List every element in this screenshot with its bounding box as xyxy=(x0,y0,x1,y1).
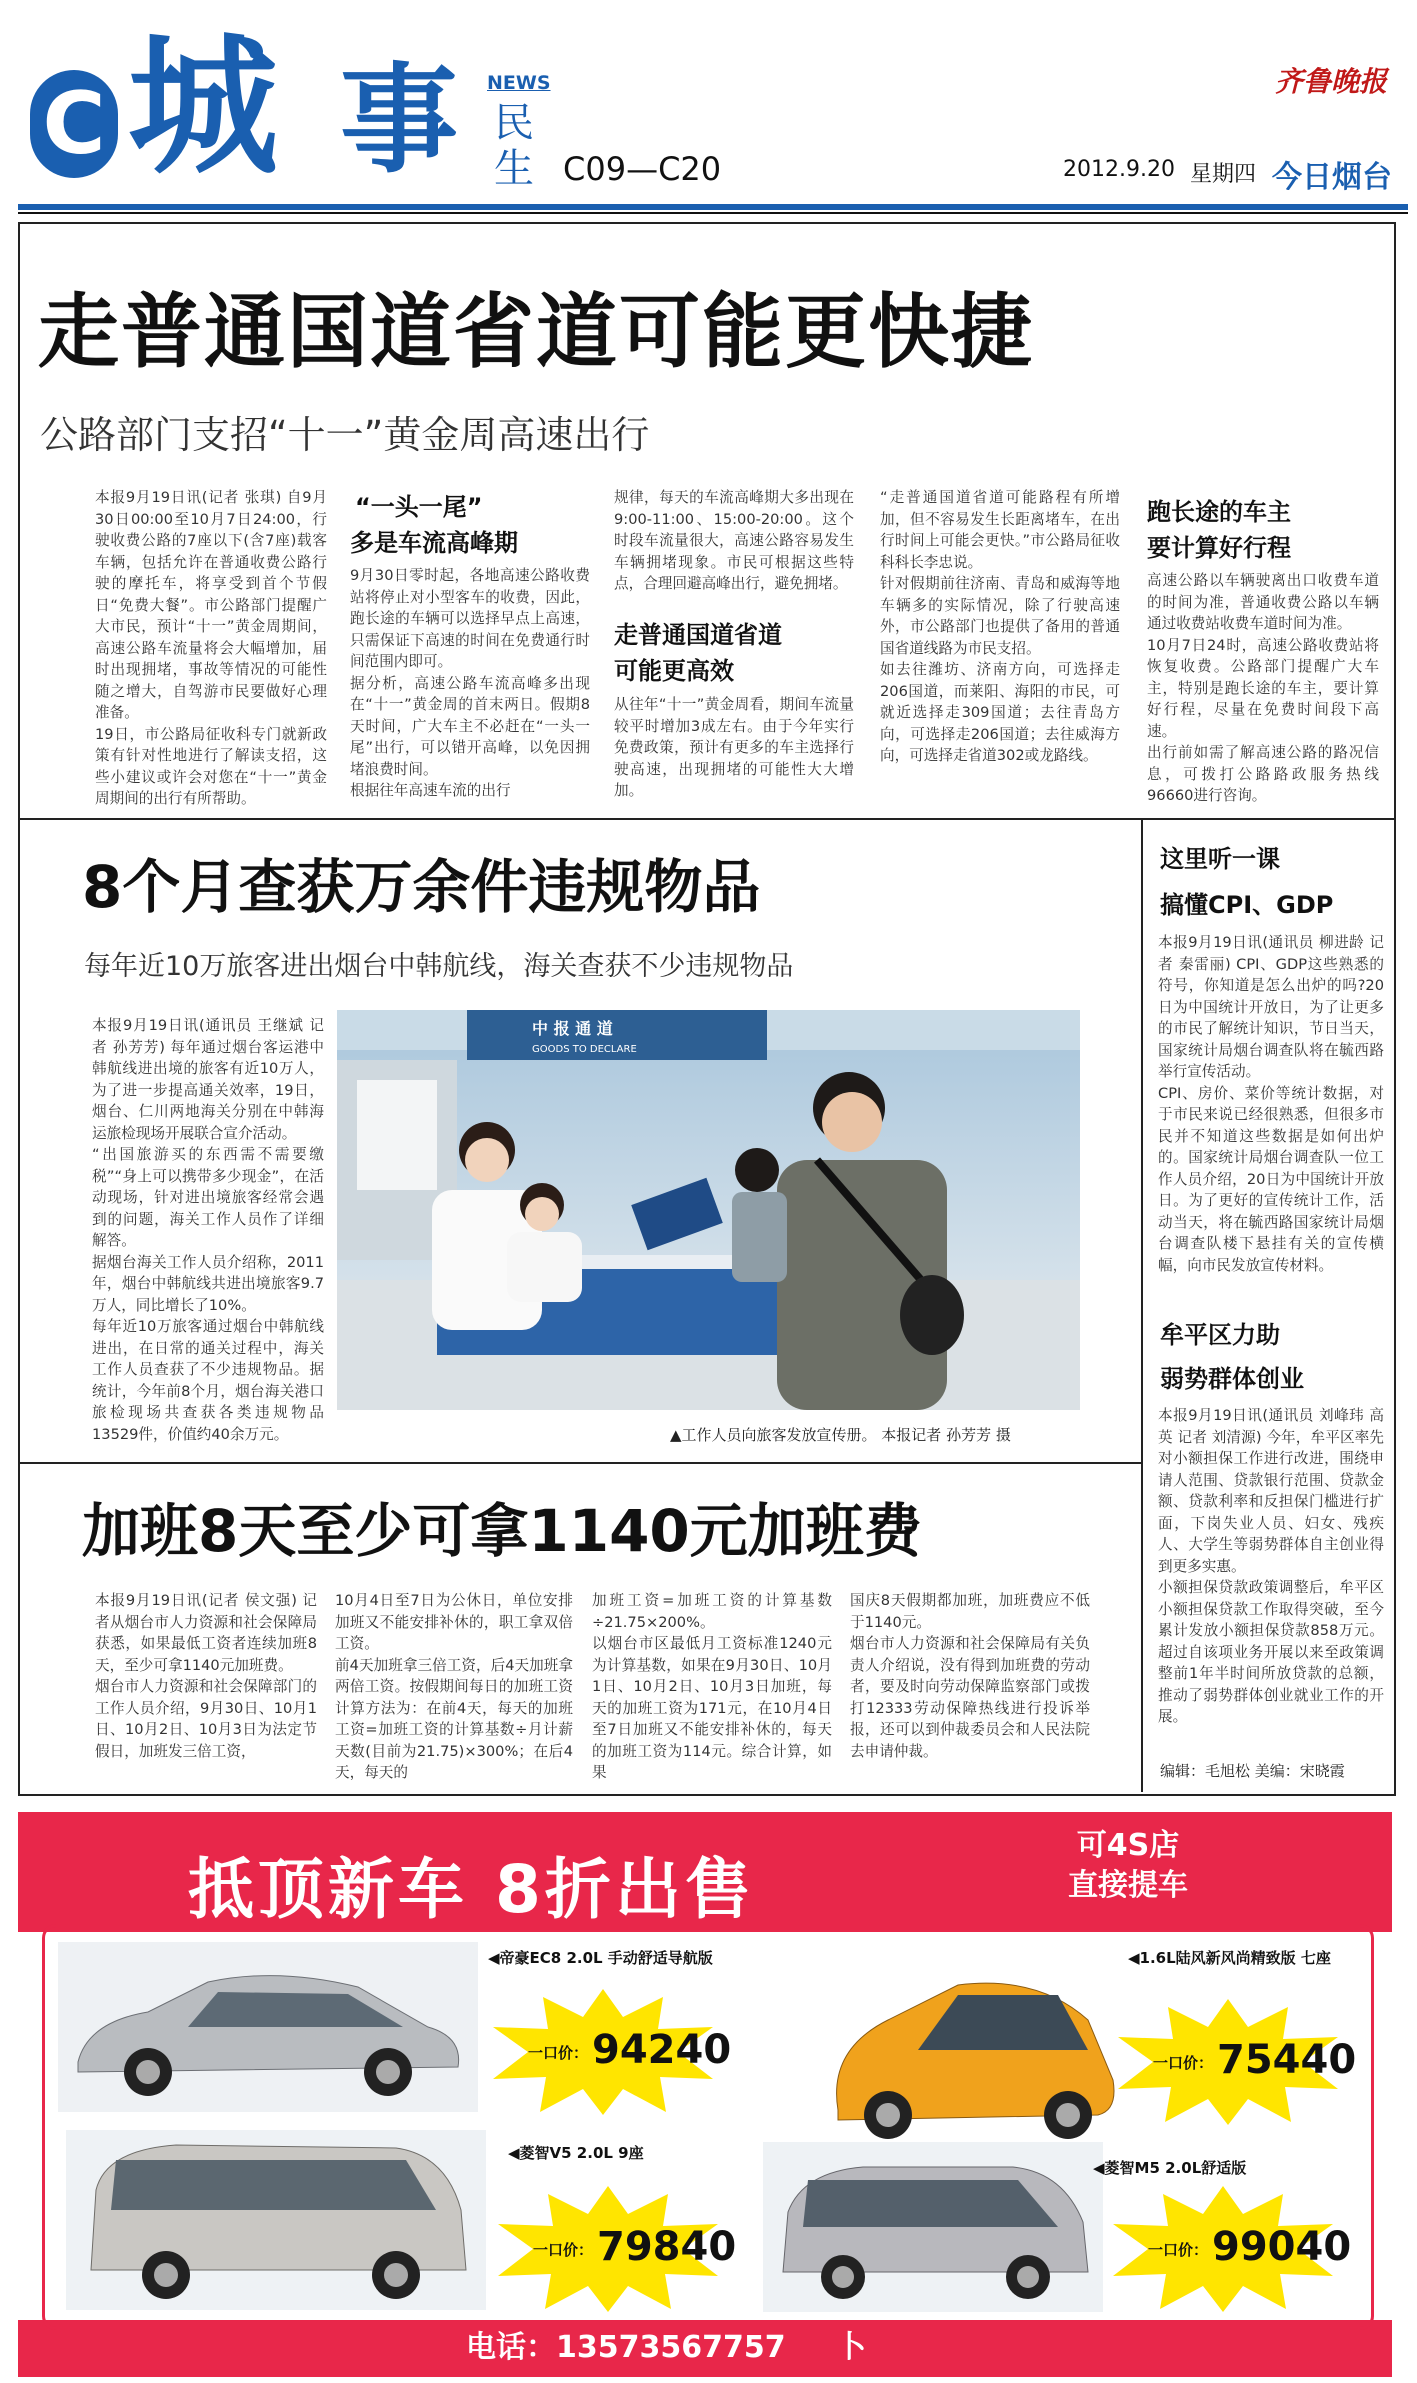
story3-column-3: 加班工资=加班工资的计算基数÷21.75×200%。 以烟台市区最低月工资标准1240元为计算基数，如果在9月30日、10月1日、10月2日、10月3日加班，每天的加班工资为171元，在10月4日至7日加班又不能安排补休的，每天的加班工资为114元。综合计算，如果 xyxy=(592,1592,832,1780)
car-2-price-burst xyxy=(1113,1997,1357,2127)
story1-subhead-2: 走普通国道省道 xyxy=(614,621,782,649)
story3-column-4: 国庆8天假期都加班，加班费应不低于1140元。 烟台市人力资源和社会保障局有关负责人介绍说，没有得到加班费的劳动者，要及时向劳动保障监察部门或拨打12333劳动保障热线进行投诉举报，还可以到仲裁委员会和人民法院去申请仲裁。 xyxy=(850,1592,1090,1760)
story1-subhead-3b: 要计算好行程 xyxy=(1147,534,1291,562)
car-2-name: ◀1.6L陆风新风尚精致版 七座 xyxy=(1128,1949,1331,1967)
story1-headline: 走普通国道省道可能更快捷 xyxy=(38,286,1035,380)
section-divider xyxy=(18,1462,1141,1464)
story1-subheadline: 公路部门支招“十一”黄金周高速出行 xyxy=(40,413,650,457)
story1-column-3b: 从往年“十一”黄金周看，期间车流量较平时增加3成左右。由于今年实行免费政策，预计有更多的车主选择行驶高速，出现拥堵的可能性大大增加。 xyxy=(614,696,854,799)
story2-headline: 8个月查获万余件违规物品 xyxy=(82,853,761,921)
sidebar-head-1b: 搞懂CPI、GDP xyxy=(1160,891,1334,919)
car-3-price-burst xyxy=(493,2184,737,2314)
section-title-char-1: 城 xyxy=(128,21,275,195)
ad-phone-number: 电话：13573567757 xyxy=(466,2330,786,2365)
photo-sign-text: 中 报 通 道 xyxy=(532,1019,613,1038)
story1-column-1: 本报9月19日讯(记者 张琪) 自9月30日00:00至10月7日24:00，行驶收费公路的7座以下(含7座)载客车辆，包括允许在普通收费公路行驶的摩托车，将享受到首个节假日“免费大餐”。市公路部门提醒广大市民，预计“十一”黄金周期间，高速公路车流量将会大幅增加，届时出现拥堵，事故等情况的可能性随之增大，自驾游市民要做好心理准备。 19日，市公路局征收科专门就新政策有针对性地进行了解读支招，这些小建议或许会对您在“十一”黄金周期间的出行有所帮助。 xyxy=(95,489,327,807)
car-3-photo xyxy=(66,2130,486,2310)
car-icon xyxy=(66,2130,486,2310)
story2-subheadline: 每年近10万旅客进出烟台中韩航线，海关查获不少违规物品 xyxy=(84,951,794,982)
ad-phone xyxy=(466,2322,866,2366)
section-title-char-2: 事 xyxy=(340,51,459,189)
sidebar-head-2b: 弱势群体创业 xyxy=(1160,1365,1304,1393)
car-2-photo xyxy=(808,1960,1128,2150)
customs-photo xyxy=(337,1010,1080,1410)
story1-subhead-2b: 可能更高效 xyxy=(614,657,734,685)
editor-credit: 编辑：毛旭松 美编：宋晓霞 xyxy=(1160,1762,1345,1780)
sidebar-head-2: 牟平区力助 xyxy=(1160,1321,1280,1349)
issue-date: 2012.9.20 xyxy=(1063,157,1175,182)
edition-city: 今日烟台 xyxy=(1272,160,1392,195)
story3-column-1: 本报9月19日讯(记者 侯文强) 记者从烟台市人力资源和社会保障局获悉，如果最低工资者连续加班8天，至少可拿1140元加班费。 烟台市人力资源和社会保障部门的工作人员介绍，9月30日、10月1日、10月2日、10月3日为法定节假日，加班发三倍工资， xyxy=(95,1592,317,1760)
section-divider xyxy=(18,818,1394,820)
story1-column-4: “走普通国道省道可能路程有所增加，但不容易发生长距离堵车，在出行时间上可能会更快。”市公路局征收科科长李忠说。 针对假期前往济南、青岛和威海等地车辆多的实际情况，除了行驶高速外，市公路部门也提供了备用的普通国省道线路为市民支招。 如去往潍坊、济南方向，可选择走206国道，而莱阳、海阳的市民，可就近选择走309国道；去往青岛方向，可选择走206国道；去往威海方向，可选择走省道302或龙路线。 xyxy=(880,489,1120,764)
car-4-price-label: 一口价： xyxy=(1148,2241,1209,2259)
ad-side-line-2: 直接提车 xyxy=(1068,1868,1188,1903)
story3-headline: 加班8天至少可拿1140元加班费 xyxy=(82,1497,922,1565)
car-4-name: ◀菱智M5 2.0L舒适版 xyxy=(1093,2159,1247,2177)
story1-column-2: 9月30日零时起，各地高速公路收费站将停止对小型客车的收费，因此，跑长途的车辆可以选择早点上高速，只需保证下高速的时间在免费通行时间范围内即可。 据分析，高速公路车流高峰多出现在“十一”黄金周的首末两日。假期8天时间，广大车主不必赶在“一头一尾”出行，可以错开高峰，以免因拥堵浪费时间。 根据往年高速车流的出行 xyxy=(350,567,590,799)
car-1-price-burst xyxy=(488,1987,732,2117)
photo-sign-en: GOODS TO DECLARE xyxy=(532,1044,637,1055)
car-icon xyxy=(808,1960,1128,2150)
story1-column-3a: 规律，每天的车流高峰期大多出现在9:00-11:00、15:00-20:00。这个时段车流量很大，高速公路容易发生车辆拥堵现象。市民可根据这些特点，合理回避高峰出行，避免拥堵。 xyxy=(614,489,854,592)
sidebar-column-1: 本报9月19日讯(通讯员 柳进龄 记者 秦雷丽) CPI、GDP这些熟悉的符号，你知道是怎么出炉的吗?20日为中国统计开放日，为了让更多的市民了解统计知识，节日当天，国家统计局烟台调查队将在毓西路举行宣传活动。 CPI、房价、菜价等统计数据，对于市民来说已经很熟悉，但很多市民并不知道这些数据是如何出炉的。国家统计局烟台调查队一位工作人员介绍，20日为中国统计开放日。为了更好的宣传统计工作，活动当天，将在毓西路国家统计局烟台调查队楼下悬挂有关的宣传横幅，向市民发放宣传材料。 xyxy=(1158,934,1384,1274)
story2-column-1: 本报9月19日讯(通讯员 王继斌 记者 孙芳芳) 每年通过烟台客运港中韩航线进出境的旅客有近10万人，为了进一步提高通关效率，19日，烟台、仁川两地海关分别在中韩海运旅检现场开展联合宣介活动。 “出国旅游买的东西需不需要缴税”“身上可以携带多少现金”，在活动现场，针对进出境旅客经常会遇到的问题，海关工作人员作了详细解答。 据烟台海关工作人员介绍称，2011年，烟台中韩航线共进出境旅客9.7万人，同比增长了10%。 每年近10万旅客通过烟台中韩航线进出，在日常的通关过程中，海关工作人员查获了不少违规物品。据统计，今年前8个月，烟台海关港口旅检现场共查获各类违规物品13529件，价值约40余万元。 xyxy=(92,1017,324,1443)
car-icon xyxy=(763,2142,1103,2312)
page-range: C09—C20 xyxy=(563,150,722,188)
story1-column-5: 高速公路以车辆驶离出口收费车道的时间为准，普通收费公路以车辆通过收费站收费车道时间为准。 10月7日24时，高速公路收费站将恢复收费。公路部门提醒广大车主，特别是跑长途的车主，要计算好行程，尽量在免费时间段下高速。 出行前如需了解高速公路的路况信息，可拨打公路路政服务热线96660进行咨询。 xyxy=(1147,572,1379,804)
ad-side-line-1: 可4S店 xyxy=(1076,1828,1180,1863)
masthead-rule xyxy=(18,204,1408,210)
sidebar-column-2: 本报9月19日讯(通讯员 刘峰玮 高英 记者 刘清源) 今年，牟平区率先对小额担保工作进行改进，围绕申请人范围、贷款银行范围、贷款金额、贷款利率和反担保门槛进行扩面，下岗失业人员、妇女、残疾人、大学生等弱势群体自主创业得到更多实惠。 小额担保贷款政策调整后，牟平区小额担保贷款工作取得突破，至今累计发放小额担保贷款858万元。超过自该项业务开展以来至政策调整前1年半时间所放贷款的总额，推动了弱势群体创业就业工作的开展。 xyxy=(1158,1407,1384,1725)
sidebar-head-1: 这里听一课 xyxy=(1160,845,1280,873)
car-2-price: 75440 xyxy=(1217,2037,1357,2083)
car-2-price-label: 一口价： xyxy=(1153,2054,1214,2072)
story1-subhead-1b: 多是车流高峰期 xyxy=(350,529,518,557)
newspaper-logo: 齐鲁晚报 xyxy=(1275,65,1388,98)
ad-side-note xyxy=(1068,1826,1188,1906)
story3-column-2: 10月4日至7日为公休日，单位安排加班又不能安排补休的，职工拿双倍工资。 前4天加班拿三倍工资，后4天加班拿两倍工资。按假期间每日的加班工资计算方法为：在前4天，每天的加班工资=加班工资的计算基数÷月计薪天数(目前为21.75)×300%；在后4天，每天的 xyxy=(335,1592,573,1780)
photo-caption: ▲工作人员向旅客发放宣传册。 本报记者 孙芳芳 摄 xyxy=(670,1426,1011,1444)
car-advertisement xyxy=(18,1812,1392,2377)
story1-subhead-1: “一头一尾” xyxy=(355,493,483,521)
car-3-price: 79840 xyxy=(597,2224,737,2270)
customs-photo-image xyxy=(337,1010,1080,1410)
issue-weekday: 星期四 xyxy=(1190,162,1257,187)
car-3-price-label: 一口价： xyxy=(533,2241,594,2259)
section-subtitle: 民生 xyxy=(494,100,534,192)
car-1-photo xyxy=(58,1942,478,2112)
car-1-name: ◀帝豪EC8 2.0L 手动舒适导航版 xyxy=(488,1949,713,1967)
ad-slogan: 抵顶新车 8折出售 xyxy=(188,1851,755,1928)
masthead xyxy=(0,0,1417,215)
car-1-price-label: 一口价： xyxy=(528,2044,589,2062)
car-4-photo xyxy=(763,2142,1103,2312)
car-4-price-burst xyxy=(1108,2184,1352,2314)
masthead-rule-thin xyxy=(18,212,1408,214)
car-3-name: ◀菱智V5 2.0L 9座 xyxy=(508,2144,644,2162)
car-icon xyxy=(58,1942,478,2112)
news-label: NEWS xyxy=(487,72,551,94)
car-1-price: 94240 xyxy=(592,2027,732,2073)
ad-phone-mark: 卜 xyxy=(836,2330,867,2365)
section-badge: C xyxy=(30,70,118,178)
story1-subhead-3: 跑长途的车主 xyxy=(1147,498,1291,526)
sidebar-divider xyxy=(1141,820,1143,1792)
car-4-price: 99040 xyxy=(1212,2224,1352,2270)
